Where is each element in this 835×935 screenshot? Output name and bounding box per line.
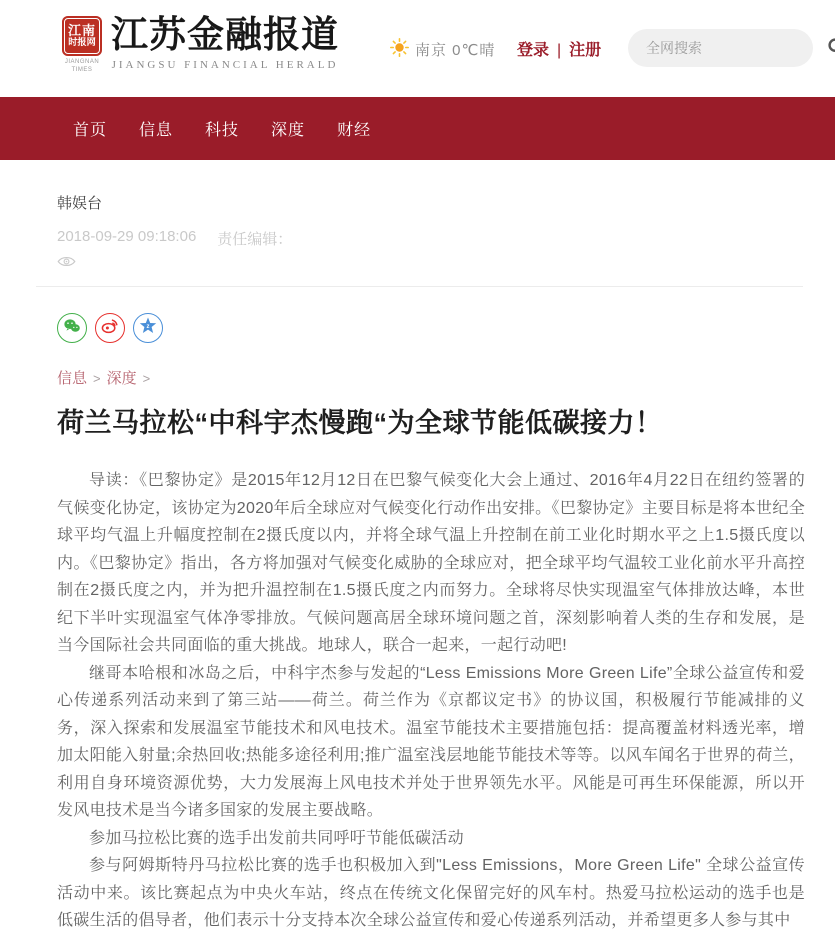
seal-text-top: 江南: [67, 22, 96, 38]
search-icon: [827, 37, 835, 60]
article-body: [57, 467, 805, 935]
views-indicator: [57, 255, 803, 273]
share-bar: [57, 313, 803, 343]
breadcrumb-item-depth[interactable]: 深度: [106, 370, 137, 387]
site-subtitle: JIANGSU FINANCIAL HERALD: [111, 58, 339, 71]
breadcrumb-item-info[interactable]: 信息: [57, 370, 88, 387]
nav-item-info[interactable]: 信息: [139, 122, 174, 139]
svg-text:z: z: [146, 324, 150, 331]
nav-item-depth[interactable]: 深度: [271, 122, 306, 139]
site-search: [628, 29, 813, 67]
wechat-icon: [63, 318, 81, 339]
qzone-share-button[interactable]: [133, 313, 163, 343]
jiangnan-times-seal-logo: [62, 16, 102, 56]
breadcrumb: [57, 367, 803, 388]
article-page: [0, 192, 835, 935]
breadcrumb-separator: >: [93, 371, 101, 386]
login-link[interactable]: 登录: [517, 42, 550, 59]
site-title: 江苏金融报道: [111, 15, 339, 56]
seal-text-bottom: 时报网: [68, 37, 96, 48]
seal-subtitle: JIANGNAN TIMES: [64, 59, 100, 73]
article-paragraph: 参与阿姆斯特丹马拉松比赛的选手也积极加入到"Less Emissions，More Green Life" 全球公益宣传活动中来。该比赛起点为中央火车站，终点在传统文化保留完好的风车村。热爱马拉松运动的选手也是低碳生活的倡导者，他们表示十分支持本次全球公益宣传和爱心传递系列活动，并希望更多人参与其中: [57, 857, 805, 929]
article-paragraph: 参加马拉松比赛的选手出发前共同呼吁节能低碳活动: [89, 829, 464, 847]
weibo-share-button[interactable]: [95, 313, 125, 343]
article-title: 荷兰马拉松“中科宇杰慢跑“为全球节能低碳接力！: [57, 408, 663, 438]
sun-icon: [390, 38, 409, 61]
nav-item-home[interactable]: 首页: [73, 122, 108, 139]
search-input[interactable]: [646, 40, 827, 56]
wechat-share-button[interactable]: [57, 313, 87, 343]
site-header: [0, 0, 835, 97]
article-author: 韩娱台: [57, 195, 103, 212]
weather-widget: [390, 38, 495, 61]
nav-item-tech[interactable]: 科技: [205, 122, 240, 139]
site-logo[interactable]: [62, 16, 339, 75]
article-date: 2018-09-29 09:18:06: [57, 228, 197, 245]
qzone-star-icon: [139, 317, 157, 339]
auth-links: [517, 37, 601, 60]
section-divider: [36, 286, 803, 287]
weather-text: 南京 0℃晴: [415, 42, 496, 59]
weibo-icon: [101, 317, 119, 339]
breadcrumb-separator: >: [142, 371, 151, 386]
register-link[interactable]: 注册: [569, 42, 602, 59]
editor-label: 责任编辑：: [217, 231, 293, 248]
auth-separator: |: [557, 42, 562, 59]
main-nav: [0, 97, 835, 160]
nav-item-finance[interactable]: 财经: [337, 122, 372, 139]
article-paragraph: 导读：《巴黎协定》是2015年12月12日在巴黎气候变化大会上通过、2016年4月22日在纽约签署的气候变化协定，该协定为2020年后全球应对气候变化行动作出安排。《巴黎协定》主要目标是将本世纪全球平均气温上升幅度控制在2摄氏度以内，并将全球气温上升控制在前工业化时期水平之上1.5摄氏度以内。《巴黎协定》指出，各方将加强对气候变化威胁的全球应对，把全球平均气温较工业化前水平升高控制在2摄氏度之内，并为把升温控制在1.5摄氏度之内而努力。全球将尽快实现温室气体排放达峰，本世纪下半叶实现温室气体净零排放。气候问题高居全球环境问题之首，深刻影响着人类的生存和发展，是当今国际社会共同面临的重大挑战。地球人，联合一起来，一起行动吧!: [57, 472, 805, 654]
search-button[interactable]: [827, 38, 835, 58]
article-paragraph: 继哥本哈根和冰岛之后，中科宇杰参与发起的“Less Emissions More Green Life”全球公益宣传和爱心传递系列活动来到了第三站——荷兰。荷兰作为《京都议定书》的协议国，积极履行节能减排的义务，深入探索和发展温室节能技术和风电技术。温室节能技术主要措施包括：提高覆盖材料透光率，增加太阳能入射量;余热回收;热能多途径利用;推广温室浅层地能节能技术等等。以风车闻名于世界的荷兰，利用自身环境资源优势，大力发展海上风电技术并处于世界领先水平。风能是可再生环保能源，所以开发风电技术是当今诸多国家的发展主要战略。: [57, 664, 805, 819]
eye-icon: [57, 255, 76, 272]
article-meta: [57, 228, 803, 249]
